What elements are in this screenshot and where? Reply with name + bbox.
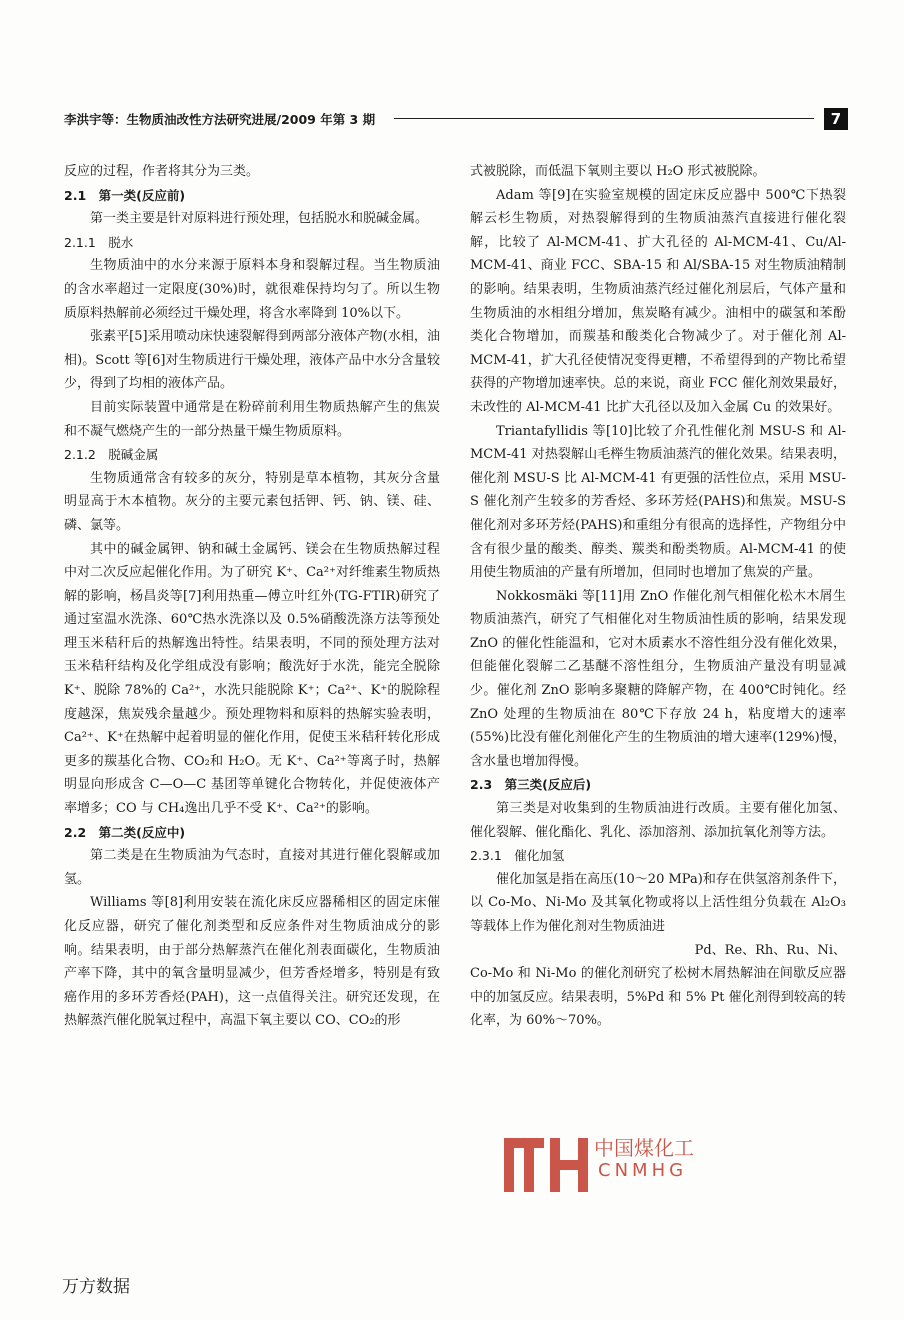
watermark-mh-icon xyxy=(502,1130,592,1196)
section-heading-2-2: 2.2 第二类(反应中) xyxy=(64,824,186,840)
paragraph: 催化加氢是指在高压(10～20 MPa)和存在供氢溶剂条件下，以 Co-Mo、Ni-Mo 及其氧化物或将以上活性组分负载在 Al₂O₃等载体上作为催化剂对生物质油进 xyxy=(470,871,846,934)
paragraph: 生物质通常含有较多的灰分，特别是草本植物，其灰分含量明显高于木本植物。灰分的主要元素包括钾、钙、钠、镁、硅、磷、氯等。 xyxy=(64,470,440,533)
header-rule xyxy=(394,118,814,119)
paragraph: Co-Mo 和 Ni-Mo 的催化剂研究了松树木屑热解油在间歇反应器中的加氢反应。结果表明，5%Pd 和 5% Pt 催化剂得到较高的转化率，为 60%～70%。 xyxy=(470,966,846,1029)
paragraph: 张素平[5]采用喷动床快速裂解得到两部分液体产物(水相，油相)。Scott 等[6]对生物质进行干燥处理，液体产品中水分含量较少，得到了均相的液体产品。 xyxy=(64,329,440,392)
watermark-logo xyxy=(502,1130,722,1196)
paragraph: 第一类主要是针对原料进行预处理，包括脱水和脱碱金属。 xyxy=(90,211,429,227)
right-column xyxy=(470,160,846,1033)
paragraph: 反应的过程，作者将其分为三类。 xyxy=(64,164,260,179)
paragraph: 其中的碱金属钾、钠和碱土金属钙、镁会在生物质热解过程中对二次反应起催化作用。为了研究 K⁺、Ca²⁺对纤维素生物质热解的影响，杨昌炎等[7]利用热重—傅立叶红外(TG-FTIR)研究了通过室温水洗涤、60℃热水洗涤以及 0.5%硝酸洗涤方法等预处理玉米秸秆后的热解逸出特性。结果表明，不同的预处理方法对玉米秸秆结构及化学组成没有影响；酸洗好于水洗，能完全脱除 K⁺、脱除 78%的 Ca²⁺，水洗只能脱除 K⁺；Ca²⁺、K⁺的脱除程度越深，焦炭残余量越少。预处理物料和原料的热解实验表明，Ca²⁺、K⁺在热解中起着明显的催化作用，促使玉米秸秆转化形成更多的羰基化合物、CO₂和 H₂O。无 K⁺、Ca²⁺等离子时，热解明显向形成含 C—O—C 基团等单键化合物转化，并促使液体产率增多；CO 与 CH₄逸出几乎不受 K⁺、Ca²⁺的影响。 xyxy=(64,541,440,817)
section-heading-2-3: 2.3 第三类(反应后) xyxy=(470,777,592,793)
left-column xyxy=(64,160,440,1033)
paragraph: Triantafyllidis 等[10]比较了介孔性催化剂 MSU-S 和 Al-MCM-41 对热裂解山毛榉生物质油蒸汽的催化效果。结果表明，催化剂 MSU-S 比 Al-MCM-41 有更强的活性位点，采用 MSU-S 催化剂产生较多的芳香烃、多环芳烃(PAHS)和焦炭。MSU-S 催化剂对多环芳烃(PAHS)和重组分有很高的选择性，产物组分中含有很少量的酸类、醇类、羰类和酚类物质。Al-MCM-41 的使用使生物质油的产量有所增加，但同时也增加了焦炭的产量。 xyxy=(470,423,846,581)
watermark-english-name: CNMHG xyxy=(598,1160,688,1181)
paragraph: 目前实际装置中通常是在粉碎前利用生物质热解产生的焦炭和不凝气燃烧产生的一部分热量干燥生物质原料。 xyxy=(64,399,440,439)
paragraph: 生物质油中的水分来源于原料本身和裂解过程。当生物质油的含水率超过一定限度(30%)时，就很难保持均匀了。所以生物质原料热解前必须经过干燥处理，将含水率降到 10%以下。 xyxy=(64,258,440,321)
section-heading-2-3-1: 2.3.1 催化加氢 xyxy=(470,848,565,864)
paragraph-fragment: Pd、Re、Rh、Ru、Ni、 xyxy=(694,942,846,958)
paragraph: Williams 等[8]利用安装在流化床反应器稀相区的固定床催化反应器，研究了催化剂类型和反应条件对生物质油成分的影响。结果表明，由于部分热解蒸汽在催化剂表面碳化，生物质油产率下降，其中的氧含量明显减少，但芳香烃增多，特别是有致癌作用的多环芳香烃(PAH)，这一点值得关注。研究还发现，在热解蒸汽催化脱氧过程中，高温下氧主要以 CO、CO₂的形 xyxy=(64,895,440,1029)
paragraph: 第二类是在生物质油为气态时，直接对其进行催化裂解或加氢。 xyxy=(64,848,440,887)
section-heading-2-1-1: 2.1.1 脱水 xyxy=(64,234,134,250)
section-heading-2-1-2: 2.1.2 脱碱金属 xyxy=(64,447,159,463)
source-footer: 万方数据 xyxy=(62,1277,130,1297)
paragraph: Adam 等[9]在实验室规模的固定床反应器中 500℃下热裂解云杉生物质，对热裂解得到的生物质油蒸汽直接进行催化裂解，比较了 Al-MCM-41、扩大孔径的 Al-MCM-41、Cu/Al-MCM-41、商业 FCC、SBA-15 和 Al/SBA-15 对生物质油精制的影响。结果表明，生物质油蒸汽经过催化剂层后，气体产量和生物质油的水相组分增加，焦炭略有减少。油相中的碳氢和苯酚类化合物增加，而羰基和酸类化合物减少了。对于催化剂 Al-MCM-41，扩大孔径使情况变得更糟，不希望得到的产物比希望获得的产物增加速率快。总的来说，商业 FCC 催化剂效果最好，未改性的 Al-MCM-41 比扩大孔径以及加入金属 Cu 的效果好。 xyxy=(470,187,846,415)
page-number: 7 xyxy=(824,108,848,130)
running-header xyxy=(64,108,848,132)
paragraph: Nokkosmäki 等[11]用 ZnO 作催化剂气相催化松木木屑生物质油蒸汽，研究了气相催化对生物质油性质的影响，结果发现 ZnO 的催化性能温和，它对木质素水不溶性组分没有催化效果，但能催化裂解二乙基醚不溶性组分，生物质油产量没有明显减少。催化剂 ZnO 影响多聚糖的降解产物，在 400℃时钝化。经 ZnO 处理的生物质油在 80℃下存放 24 h，粘度增大的速率(55%)比没有催化剂催化产生的生物质油的增大速率(129%)慢，含水量也增加得慢。 xyxy=(470,588,846,769)
paragraph: 第三类是对收集到的生物质油进行改质。主要有催化加氢、催化裂解、催化酯化、乳化、添加溶剂、添加抗氧化剂等方法。 xyxy=(470,801,846,840)
section-heading-2-1: 2.1 第一类(反应前) xyxy=(64,187,186,203)
running-title: 李洪宇等：生物质油改性方法研究进展/2009 年第 3 期 xyxy=(64,112,376,127)
paragraph: 式被脱除，而低温下氧则主要以 H₂O 形式被脱除。 xyxy=(470,164,766,179)
watermark-chinese-name: 中国煤化工 xyxy=(594,1136,694,1160)
